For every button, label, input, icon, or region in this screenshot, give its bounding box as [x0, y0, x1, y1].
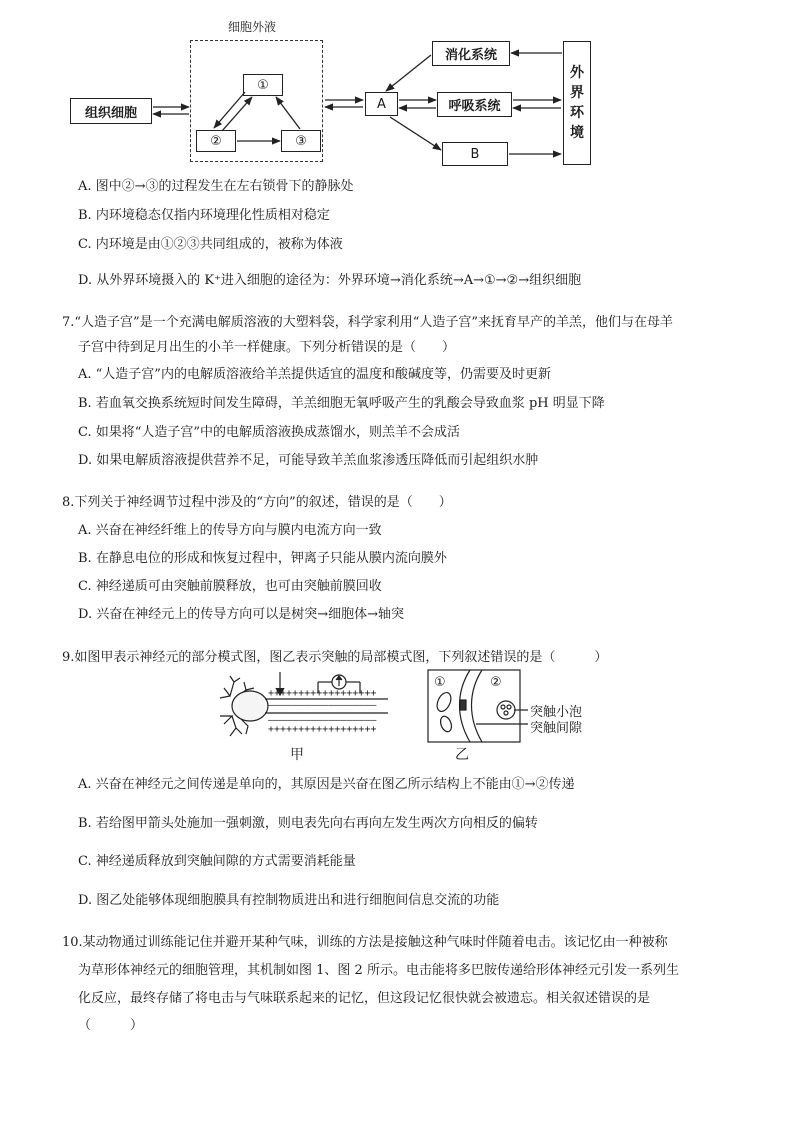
- q8-option-c: C. 神经递质可由突触前膜释放，也可由突触前膜回收: [78, 579, 382, 594]
- external-char: 环: [570, 105, 584, 121]
- respiratory-system-box: 呼吸系统: [437, 92, 512, 117]
- q7-option-d: D. 如果电解质溶液提供营养不足，可能导致羊羔血浆渗透压降低而引起组织水肿: [78, 453, 539, 468]
- q9-option-a: A. 兴奋在神经元之间传递是单向的，其原因是兴奋在图乙所示结构上不能由①→②传递: [78, 777, 575, 792]
- q9-option-d: D. 图乙处能够体现细胞膜具有控制物质进出和进行细胞间信息交流的功能: [78, 893, 500, 908]
- node-2: ②: [196, 130, 236, 152]
- synaptic-vesicle-label: 突触小泡: [530, 705, 583, 720]
- q6-option-c: C. 内环境是由①②③共同组成的，被称为体液: [78, 237, 343, 252]
- q7-option-c: C. 如果将“人造子宫”中的电解质溶液换成蒸馏水，则羔羊不会成活: [78, 425, 461, 440]
- node-B: B: [442, 142, 508, 166]
- q9-option-b: B. 若给图甲箭头处施加一强刺激，则电表先向右再向左发生两次方向相反的偏转: [78, 816, 538, 831]
- q9-option-c: C. 神经递质释放到突触间隙的方式需要消耗能量: [78, 854, 356, 869]
- q7-stem-line1: 7.“人造子宫”是一个充满电解质溶液的大塑料袋，科学家利用“人造子宫”来抚育早产的羊羔，他们与在母羊: [62, 315, 673, 330]
- q8-option-b: B. 在静息电位的形成和恢复过程中，钾离子只能从膜内流向膜外: [78, 551, 447, 566]
- q6-option-d: D. 从外界环境摄入的 K⁺进入细胞的途径为：外界环境→消化系统→A→①→②→组织细胞: [78, 273, 582, 288]
- svg-text:++++++++++++++++++: ++++++++++++++++++: [268, 688, 377, 699]
- q10-line4: （ ）: [78, 1018, 144, 1033]
- svg-text:++++++++++++++++++: ++++++++++++++++++: [268, 724, 377, 735]
- q8-option-a: A. 兴奋在神经纤维上的传导方向与膜内电流方向一致: [78, 523, 382, 538]
- q6-option-b: B. 内环境稳态仅指内环境理化性质相对稳定: [78, 208, 330, 223]
- q7-option-b: B. 若血氧交换系统短时间发生障碍，羊羔细胞无氧呼吸产生的乳酸会导致血浆 pH 明显下降: [78, 396, 605, 411]
- q7-stem-line2: 子宫中待到足月出生的小羊一样健康。下列分析错误的是（ ）: [78, 340, 456, 355]
- yi-label-1: ①: [434, 675, 446, 690]
- tissue-cell-box: 组织细胞: [70, 98, 152, 124]
- neuron-figure-jia: [210, 668, 395, 748]
- q9-stem: 9.如图甲表示神经元的部分模式图，图乙表示突触的局部模式图，下列叙述错误的是（ ）: [62, 650, 608, 665]
- node-1: ①: [243, 74, 283, 96]
- q8-option-d: D. 兴奋在神经元上的传导方向可以是树突→细胞体→轴突: [78, 607, 405, 622]
- yi-label-2: ②: [490, 675, 502, 690]
- diagram-arrows: [0, 0, 794, 180]
- node-3: ③: [281, 130, 321, 152]
- q6-option-a: A. 图中②→③的过程发生在左右锁骨下的静脉处: [78, 179, 354, 194]
- extracellular-fluid-label: 细胞外液: [228, 20, 277, 34]
- synaptic-cleft-label: 突触间隙: [530, 721, 583, 736]
- figure-jia-label: 甲: [290, 747, 304, 763]
- q10-line1: 10.某动物通过训练能记住并避开某种气味，训练的方法是接触这种气味时伴随着电击。该记忆由一种被称: [62, 935, 668, 950]
- q8-stem: 8.下列关于神经调节过程中涉及的“方向”的叙述，错误的是（ ）: [62, 495, 452, 510]
- q10-line3: 化反应，最终存储了将电击与气味联系起来的记忆，但这段记忆很快就会被遗忘。相关叙述错误的是: [78, 991, 651, 1006]
- svg-text:——————————————————: ——————————————————: [268, 700, 377, 711]
- external-char: 外: [570, 65, 584, 81]
- svg-text:——————————————————: ——————————————————: [268, 715, 377, 726]
- figure-yi-label: 乙: [455, 747, 469, 763]
- external-char: 界: [570, 85, 584, 101]
- q7-option-a: A. “人造子宫”内的电解质溶液给羊羔提供适宜的温度和酸碱度等，仍需要及时更新: [78, 367, 551, 382]
- external-char: 境: [570, 125, 584, 141]
- node-A: A: [365, 92, 398, 116]
- q10-line2: 为草形体神经元的细胞管理，其机制如图 1、图 2 所示。电击能将多巴胺传递给形体神经元引发一系列生: [78, 963, 679, 978]
- digestive-system-box: 消化系统: [432, 41, 510, 66]
